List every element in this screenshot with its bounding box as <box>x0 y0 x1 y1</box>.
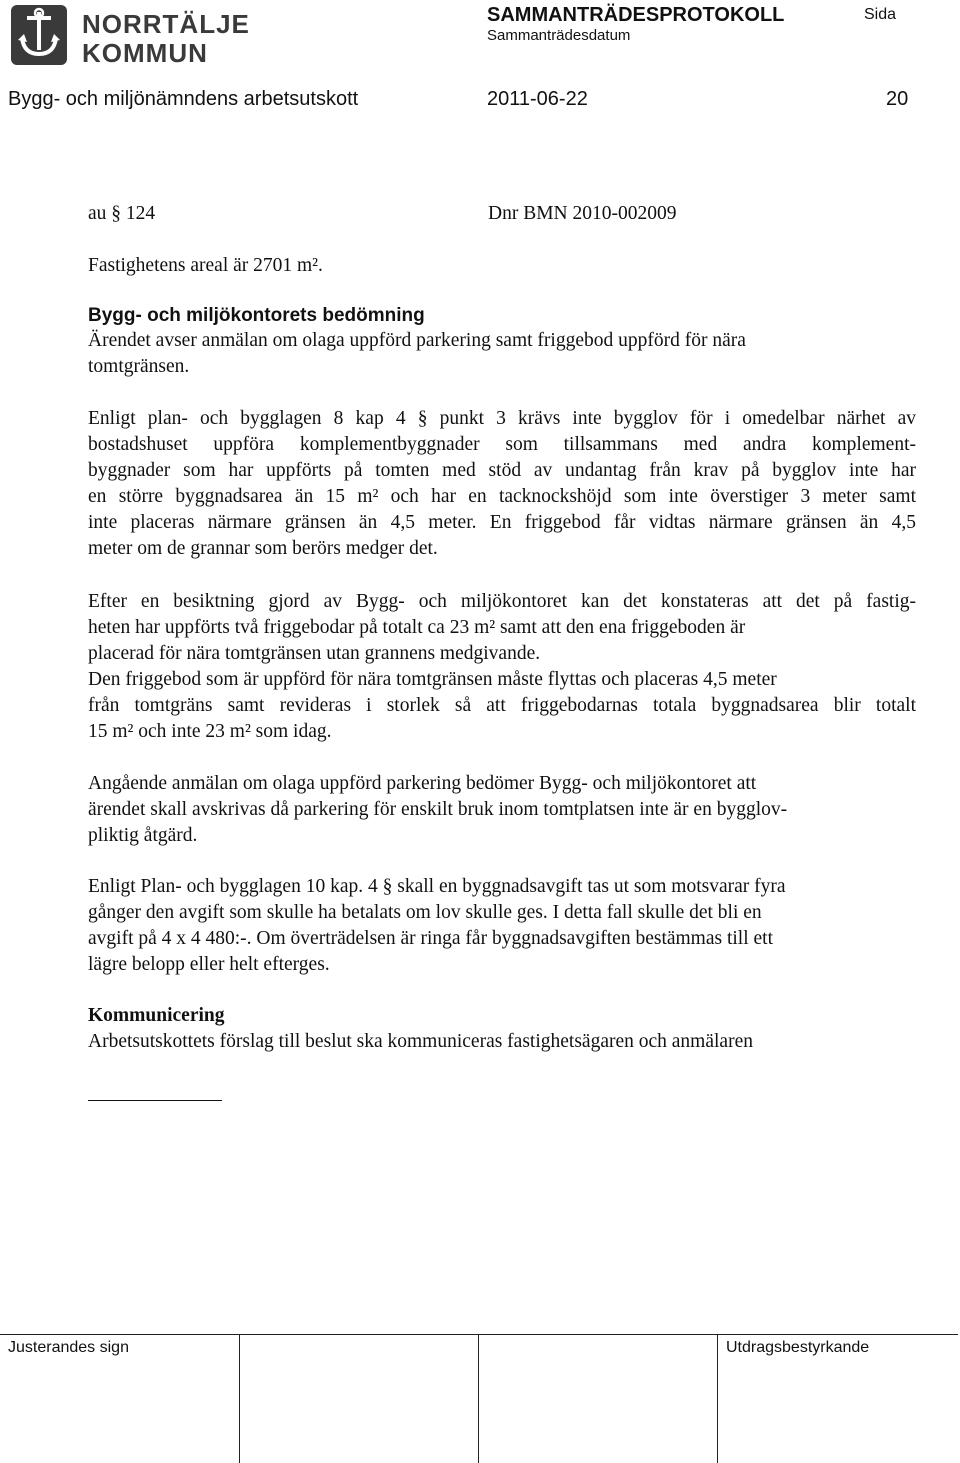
paragraph-line: Efter en besiktning gjord av Bygg- och miljökontoret kan det konstateras att det på fastig- <box>88 591 916 612</box>
page-number: 20 <box>886 88 909 110</box>
committee-name: Bygg- och miljönämndens arbetsutskott <box>8 88 359 110</box>
paragraph-line: ärendet skall avskrivas då parkering för enskilt bruk inom tomtplatsen inte är en bygglov- <box>88 799 788 820</box>
paragraph-line: avgift på 4 x 4 480:-. Om överträdelsen är ringa får byggnadsavgiften bestämmas till ett <box>88 928 774 949</box>
paragraph-line: inte placeras närmare gränsen än 4,5 meter. En friggebod får vidtas närmare gränsen än 4,5 <box>88 512 916 533</box>
signature-cell-divider <box>239 1335 240 1463</box>
municipality-logo <box>10 4 250 68</box>
paragraph-line: Enligt Plan- och bygglagen 10 kap. 4 § skall en byggnadsavgift tas ut som motsvarar fyra <box>88 876 786 897</box>
paragraph-line: 15 m² och inte 23 m² som idag. <box>88 721 332 742</box>
signature-cell-divider <box>717 1335 718 1463</box>
meeting-date: 2011-06-22 <box>487 88 588 110</box>
case-number: Dnr BMN 2010-002009 <box>488 203 677 224</box>
footer-signature-table <box>0 1334 958 1463</box>
logo-line-1: NORRTÄLJE <box>82 9 250 39</box>
paragraph-number: au § 124 <box>88 203 156 224</box>
paragraph-line: placerad för nära tomtgränsen utan grannens medgivande. <box>88 643 541 664</box>
paragraph-line: heten har uppförts två friggebodar på totalt ca 23 m² samt att den ena friggeboden är <box>88 617 746 638</box>
signature-cell-divider <box>478 1335 479 1463</box>
paragraph-line: pliktig åtgärd. <box>88 825 198 846</box>
communication-text: Arbetsutskottets förslag till beslut ska kommuniceras fastighetsägaren och anmälaren <box>88 1031 753 1052</box>
paragraph-line: lägre belopp eller helt efterges. <box>88 954 330 975</box>
paragraph-line: Enligt plan- och bygglagen 8 kap 4 § punkt 3 krävs inte bygglov för i omedelbar närhet av <box>88 408 916 429</box>
anchor-crest-icon <box>10 4 72 66</box>
property-area: Fastighetens areal är 2701 m². <box>88 255 323 276</box>
signature-label: Justerandes sign <box>8 1339 129 1356</box>
paragraph-line: bostadshuset uppföra komplementbyggnader som tillsammans med andra komplement- <box>88 434 916 455</box>
logo-line-2: KOMMUN <box>82 38 208 68</box>
assessment-heading: Bygg- och miljökontorets bedömning <box>88 305 425 326</box>
paragraph-line: från tomtgräns samt revideras i storlek så att friggebodarnas totala byggnadsarea blir totalt <box>88 695 916 716</box>
paragraph-line: Angående anmälan om olaga uppförd parkering bedömer Bygg- och miljökontoret att <box>88 773 757 794</box>
meeting-date-label: Sammanträdesdatum <box>487 27 631 44</box>
page-label: Sida <box>864 6 897 23</box>
protocol-title: SAMMANTRÄDESPROTOKOLL <box>487 4 785 26</box>
paragraph-line: Den friggebod som är uppförd för nära tomtgränsen måste flyttas och placeras 4,5 meter <box>88 669 777 690</box>
paragraph-line: en större byggnadsarea än 15 m² och har en tacknockshöjd som inte överstiger 3 meter samt <box>88 486 916 507</box>
certification-label: Utdragsbestyrkande <box>726 1339 870 1356</box>
paragraph-line: meter om de grannar som berörs medger det. <box>88 538 438 559</box>
communication-heading: Kommunicering <box>88 1005 225 1026</box>
paragraph-line: gånger den avgift som skulle ha betalats om lov skulle ges. I detta fall skulle det bli en <box>88 902 762 923</box>
assessment-line: Ärendet avser anmälan om olaga uppförd parkering samt friggebod uppförd för nära <box>88 330 746 351</box>
paragraph-line: byggnader som har uppförts på tomten med stöd av undantag från krav på bygglov inte har <box>88 460 916 481</box>
signature-rule <box>88 1100 222 1101</box>
assessment-line: tomtgränsen. <box>88 356 190 377</box>
